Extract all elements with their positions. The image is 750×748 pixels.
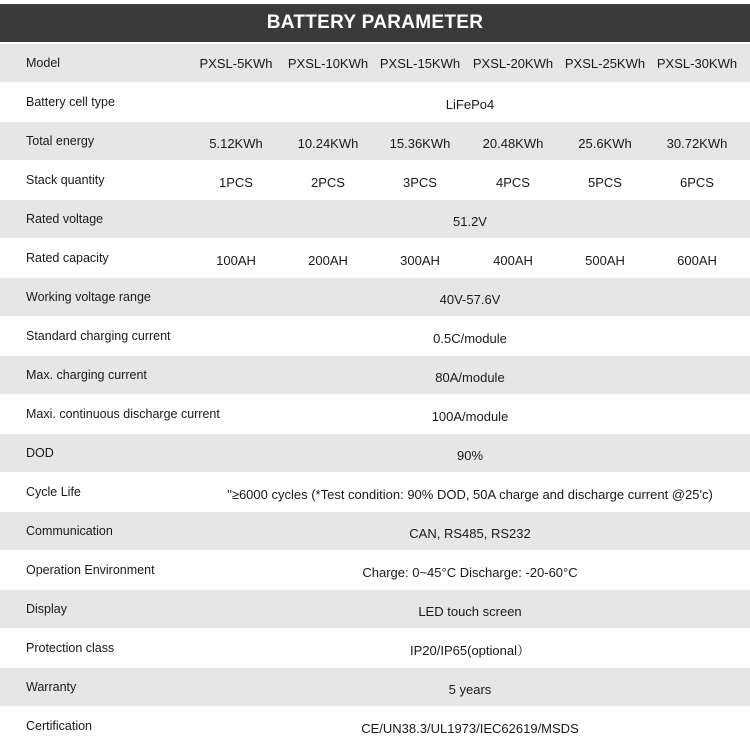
model-cell: PXSL-15KWh — [379, 56, 461, 71]
table-row-standard-charging — [0, 317, 750, 356]
page-title: BATTERY PARAMETER — [266, 12, 484, 33]
model-cell: PXSL-5KWh — [199, 56, 273, 71]
capacity-cell: 300AH — [400, 253, 440, 268]
energy-cell: 10.24KWh — [297, 136, 359, 151]
row-cells — [190, 124, 750, 163]
model-cell: PXSL-20KWh — [472, 56, 554, 71]
table-row-working-voltage — [0, 278, 750, 317]
row-label: Maxi. continuous discharge current — [26, 407, 220, 421]
row-label: Max. charging current — [26, 368, 147, 382]
table-row-rated-voltage — [0, 200, 750, 239]
row-label: Stack quantity — [26, 173, 105, 187]
row-value: 100A/module — [431, 409, 509, 424]
row-value: CAN, RS485, RS232 — [409, 526, 531, 541]
table-row-cell-type — [0, 83, 750, 122]
row-label: Operation Environment — [26, 563, 155, 577]
row-label: Rated capacity — [26, 251, 109, 265]
table-row-operation-environment — [0, 551, 750, 590]
row-label: Total energy — [26, 134, 95, 148]
row-value: 51.2V — [453, 214, 487, 229]
row-value: Charge: 0~45°C Discharge: -20-60°C — [362, 565, 578, 580]
model-cell: PXSL-30KWh — [656, 56, 738, 71]
table-row-dod — [0, 434, 750, 473]
table-row-display — [0, 590, 750, 629]
row-label: Display — [26, 602, 67, 616]
table-row-model — [0, 44, 750, 83]
stack-cell: 2PCS — [311, 175, 345, 190]
table-row-max-charging — [0, 356, 750, 395]
row-label: Communication — [26, 524, 113, 538]
row-value: CE/UN38.3/UL1973/IEC62619/MSDS — [361, 721, 579, 736]
stack-cell: 6PCS — [680, 175, 714, 190]
capacity-cell: 400AH — [493, 253, 533, 268]
row-label: Model — [26, 56, 61, 70]
row-value: 5 years — [448, 682, 492, 697]
energy-cell: 5.12KWh — [209, 136, 263, 151]
energy-cell: 25.6KWh — [578, 136, 632, 151]
capacity-cell: 600AH — [677, 253, 717, 268]
model-cell: PXSL-25KWh — [564, 56, 646, 71]
row-label: Working voltage range — [26, 290, 151, 304]
table-row-warranty — [0, 668, 750, 707]
row-value: 40V-57.6V — [439, 292, 501, 307]
capacity-cell: 100AH — [216, 253, 256, 268]
stack-cell: 3PCS — [403, 175, 437, 190]
table-row-stack-quantity — [0, 161, 750, 200]
energy-cell: 30.72KWh — [666, 136, 728, 151]
row-label: Cycle Life — [26, 485, 81, 499]
table-row-certification — [0, 707, 750, 746]
table-row-rated-capacity — [0, 239, 750, 278]
row-label: Warranty — [26, 680, 77, 694]
stack-cell: 1PCS — [219, 175, 253, 190]
table-row-total-energy — [0, 122, 750, 161]
row-value: IP20/IP65(optional） — [410, 643, 530, 658]
table-row-communication — [0, 512, 750, 551]
model-cell: PXSL-10KWh — [287, 56, 369, 71]
row-label: DOD — [26, 446, 54, 460]
row-label: Standard charging current — [26, 329, 171, 343]
row-value: LiFePo4 — [445, 97, 495, 112]
row-label: Certification — [26, 719, 92, 733]
stack-cell: 5PCS — [588, 175, 622, 190]
row-value: 80A/module — [435, 370, 505, 385]
capacity-cell: 200AH — [308, 253, 348, 268]
energy-cell: 20.48KWh — [482, 136, 544, 151]
row-value: 0.5C/module — [433, 331, 507, 346]
row-value: LED touch screen — [418, 604, 522, 619]
row-label: Protection class — [26, 641, 115, 655]
table-row-max-discharge — [0, 395, 750, 434]
title-bar — [0, 4, 750, 42]
energy-cell: 15.36KWh — [389, 136, 451, 151]
stack-cell: 4PCS — [496, 175, 530, 190]
row-value: 90% — [456, 448, 484, 463]
row-cells — [190, 44, 750, 83]
row-value: "≥6000 cycles (*Test condition: 90% DOD, 50A charge and discharge current @25'c) — [227, 487, 713, 502]
row-cells — [190, 163, 750, 202]
row-cells — [190, 241, 750, 280]
table-row-cycle-life — [0, 473, 750, 512]
parameter-table — [0, 44, 750, 746]
row-label: Rated voltage — [26, 212, 104, 226]
capacity-cell: 500AH — [585, 253, 625, 268]
table-row-protection-class — [0, 629, 750, 668]
row-label: Battery cell type — [26, 95, 115, 109]
